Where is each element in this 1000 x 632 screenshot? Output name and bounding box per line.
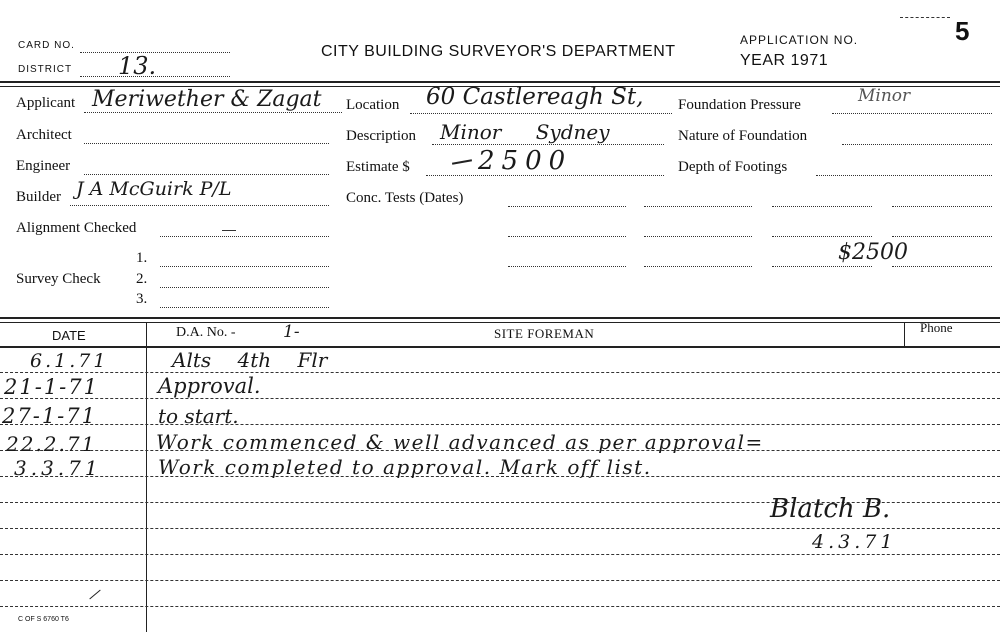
applicant-label: Applicant [16,95,76,111]
district-value: 13. [118,52,157,80]
architect-label: Architect [16,127,72,143]
log-line [0,528,1000,529]
description-value: Minor Sydney [440,120,610,144]
log-line [0,580,1000,581]
table-header-rule [0,346,1000,348]
description-line [432,144,664,145]
log-line [0,606,1000,607]
phone-column-divider [904,322,905,346]
conc-line-2d [892,236,992,237]
conc-line-3a [508,266,626,267]
header-rule-1 [0,81,1000,83]
department-title: CITY BUILDING SURVEYOR'S DEPARTMENT [321,43,676,60]
card-no-label: CARD NO. [18,40,75,51]
architect-line [84,143,329,144]
conc-line-2c [772,236,872,237]
location-line [410,113,672,114]
estimate-label: Estimate $ [346,159,410,175]
conc-line-3d [892,266,992,267]
da-value: 1- [283,322,300,342]
entry-note: to start. [158,404,239,428]
builder-value: J A McGuirk P/L [76,178,232,200]
conc-line-1b [644,206,752,207]
estimate-dash [452,159,472,164]
entry-date: 6.1.71 [30,350,109,372]
conc-line-1c [772,206,872,207]
site-foreman-header: SITE FOREMAN [494,326,595,341]
log-line [0,398,1000,399]
date-column-divider [146,322,147,632]
estimate-value: 2500 [478,146,573,176]
table-rule-top [0,317,1000,319]
survey-line-2 [160,287,329,288]
location-label: Location [346,97,400,113]
applicant-value: Meriwether & Zagat [92,87,322,112]
description-label: Description [346,128,416,144]
fee-value: $2500 [838,240,908,265]
foundation-pressure-label: Foundation Pressure [678,97,801,113]
entry-date: 27-1-71 [2,404,97,428]
survey-line-1 [160,266,329,267]
application-label: APPLICATION NO. [740,33,859,47]
conc-line-2a [508,236,626,237]
entry-note: Work completed to approval. Mark off list. [158,455,652,479]
entry-date: 22.2.71 [6,432,97,456]
top-right-dashes [900,17,950,18]
table-rule-top-2 [0,322,1000,323]
foundation-pressure-value: Minor [858,86,911,106]
form-code: C OF S 6760 T6 [18,616,69,623]
alignment-line [160,236,329,237]
alignment-label: Alignment Checked [16,220,137,236]
conc-line-3c [772,266,872,267]
conc-line-2b [644,236,752,237]
depth-of-footings-label: Depth of Footings [678,159,788,175]
builder-label: Builder [16,189,61,205]
conc-tests-label: Conc. Tests (Dates) [346,190,464,206]
builder-line [70,205,329,206]
nature-of-foundation-line [842,144,992,145]
entry-note: Alts 4th Flr [172,348,328,372]
log-line [0,424,1000,425]
signature: Blatch B. [770,494,891,524]
survey-line-3 [160,307,329,308]
phone-header: Phone [920,320,953,335]
year-label: YEAR 1971 [740,52,829,69]
entry-date: 3.3.71 [14,456,102,480]
da-header: D.A. No. - [176,325,236,340]
conc-line-1d [892,206,992,207]
survey-check-label: Survey Check [16,271,101,287]
entry-date: 21-1-71 [4,375,99,399]
survey-number-1: 1. [136,250,148,266]
depth-of-footings-line [816,175,992,176]
applicant-line [84,112,342,113]
nature-of-foundation-label: Nature of Foundation [678,128,808,144]
survey-number-2: 2. [136,271,148,287]
survey-number-3: 3. [136,291,148,307]
district-label: DISTRICT [18,64,73,75]
conc-line-3b [644,266,752,267]
engineer-line [84,174,329,175]
foundation-pressure-line [832,113,992,114]
log-line [0,554,1000,555]
signature-date: 4.3.71 [812,531,897,553]
date-header: DATE [52,328,86,343]
entry-note: Work commenced & well advanced as per approval= [156,430,764,454]
location-value: 60 Castlereagh St, [426,84,644,110]
card-number: 5 [955,16,970,46]
log-line [0,372,1000,373]
entry-note: Approval. [158,374,261,398]
engineer-label: Engineer [16,158,71,174]
alignment-mark [222,230,236,231]
pen-mark [89,590,100,600]
conc-line-1a [508,206,626,207]
